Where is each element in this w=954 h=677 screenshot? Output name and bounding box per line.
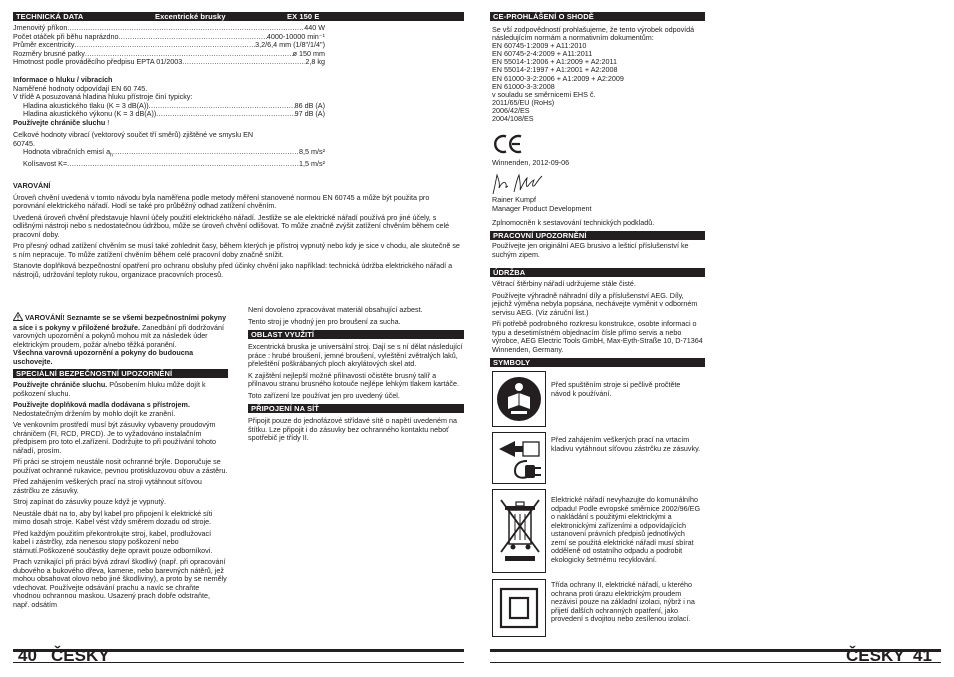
usage-note: Není dovoleno zpracovávat materiál obsahující azbest. [248, 305, 423, 314]
spec-row: Rozměry brusné patky ..... ø 150 mm [13, 50, 325, 59]
unplug-icon [495, 437, 545, 486]
mains-paragraph: Připojit pouze do jednofázové střídavé sítě o napětí uvedeném na štítku. Lze připojit i do zásuvky bez ochranného kontaktu neboť spotřebič je třídy II. [248, 416, 457, 442]
spec-list [13, 24, 325, 67]
safety-header: SPECIÁLNÍ BEZPEČNOSTNÍ UPOZORNĚNÍ [13, 369, 228, 378]
signer-block [492, 196, 704, 228]
safety-paragraph: Před každým použitím překontrolujte stroj, kabel, prodlužovací kabel i zástrčky, zda nenesou stopy poškození nebo stárnutí.Poškozené součástky dejte opravit pouze odborníkovi. [13, 528, 213, 555]
accessories-header: PRACOVNÍ UPOZORNĚNÍ [490, 231, 705, 240]
safety-paragraph: Ve venkovním prostředí musí být zásuvky vybaveny proudovým chráničem (FI, RCD, PRCD). Je to vyžadováno instalačním předpisem pro toto el.zařízení. Dodržujte to při používání tohoto nářadí, prosím. [13, 420, 216, 455]
read-manual-icon [496, 375, 542, 428]
noise-row: Hladina akustického tlaku (K = 3 dB(A)) ..... 86 dB (A) [13, 102, 325, 111]
authorized-note: Zplnomocněn k sestavování technických podkladů. [492, 218, 655, 227]
noise-intro: Naměřené hodnoty odpovídají EN 60 745. [13, 83, 148, 93]
warning-paragraph: Úroveň chvění uvedená v tomto návodu byla naměřena podle metody měření stanovené normou EN 60745 a může být použita pro porovnání elektrického nářadí. Hodí se také pro průběžný odhad zatížení chvěním. [13, 192, 430, 210]
safety-paragraph: Používejte chrániče sluchu. Působením hluku může dojít k poškození sluchu. [13, 380, 206, 398]
maintenance-header: ÚDRŽBA [490, 268, 705, 277]
symbol-text: Před zahájením veškerých prací na vrtacím kladivu vytáhnout síťovou zástrčku ze zásuvky. [551, 435, 701, 453]
vibration-row: Hodnota vibračních emisí $a_h$ ..... 8,5 m/s² [13, 148, 325, 160]
ce-header: CE-PROHLÁŠENÍ O SHODĚ [490, 12, 705, 21]
left-column-2 [248, 306, 464, 446]
tech-data-model: EX 150 E [287, 12, 320, 21]
vibration-row: Kolísavost K= ..... 1,5 m/s² [13, 160, 325, 169]
safety-paragraph: Stroj zapínat do zásuvky pouze když je vypnutý. [13, 497, 167, 506]
usage-note: Tento stroj je vhodný jen pro broušení za sucha. [248, 316, 401, 326]
ce-mark-icon [493, 134, 523, 159]
attention-block: VAROVÁNÍ! Seznamte se se všemi bezpečnostními pokyny a síce i s pokyny v přiložené brožuře. Zanedbání při dodržování varovných upozornění a pokynů mohou mít za následek úder elektrickým proudem, požár a/nebo těžká poranění. Všechna varovná upozornění a pokyny do budoucna uschovejte. [13, 313, 227, 366]
symbol-box [492, 489, 546, 573]
use-header: OBLAST VYUŽITÍ [248, 330, 464, 339]
left-page-number: 40 [18, 646, 37, 665]
right-page-number: 41 [913, 646, 932, 665]
signer-title: Manager Product Development [492, 203, 592, 213]
warning-title: VAROVÁNÍ [13, 181, 51, 190]
safety-paragraph: Před zahájením veškerých prací na stroji vytáhnout síťovou zástrčku ze zásuvky. [13, 477, 202, 495]
noise-section [13, 76, 325, 168]
right-language: ČESKY [846, 646, 905, 665]
warning-section [13, 182, 461, 282]
symbol-text: Třída ochrany II, elektrické nářadí, u kterého ochrana proti úrazu elektrickým proudem nezávisí pouze na základní izolaci, nýbrž i na přijetí dalších ochranných opatření, jako provedení s dvojitou nebo zesílenou izolací. [551, 580, 695, 623]
use-paragraph: Toto zařízení lze používat jen pro uvedený účel. [248, 390, 400, 400]
spec-row: Počet otáček při běhu naprázdno ..... 4000-10000 min⁻¹ [13, 33, 325, 42]
warning-paragraph: Pro přesný odhad zatížení chvěním se musí také zohlednit časy, během kterých je přístroj vypnutý nebo kdy je sice v chodu, ale skutečně se s ním nepracuje. To může zatížení chvěním během celé pracovní doby značně snížit. [13, 241, 460, 259]
safety-paragraph: Prach vznikající při práci bývá zdraví škodlivý (např. při opracování dubového a bukového dřeva, kamene, nebo barevných nátěrů, jež mohou obsahovat olovo nebo jiné škodliviny), a proto by se neměly vdechovat. Používejte odsávání prachu a navíc se chraňte vhodnou ochrannou maskou. Usazený prach dobře odstraňte, např. odsátím [13, 557, 227, 609]
signer-name: Rainer Kumpf [492, 195, 536, 204]
symbol-text: Elektrické nářadí nevyhazujte do komunálního odpadu! Podle evropské směrnice 2002/96/EG o nakládání s použitými elektrickými a elektronickými zařízeními a odpovídajících ustanovení právních předpisů jednotlivých zemí se použitá elektrické nářadí musí sbírat odděleně od ostatního odpadu a podrobit ekologicky šetrnému recyklování. [551, 495, 701, 564]
vibration-intro: Celkové hodnoty vibrací (vektorový součet tří směrů) zjištěné ve smyslu EN 60745. [13, 130, 254, 148]
warning-paragraph: Stanovte doplňková bezpečnostní opatření pro ochranu obsluhy před účinky chvění jako například: technická údržba elektrického nářadí a nástrojů, udržování teploty rukou, organizace pracovních procesů. [13, 261, 453, 279]
noise-title: Informace o hluku / vibracích [13, 75, 113, 84]
noise-intro-2: V třídě A posuzovaná hladina hluku přístroje činí typicky: [13, 92, 193, 101]
symbol-box [492, 579, 546, 637]
safety-paragraph: Při práci se strojem neustále nosit ochranné brýle. Doporučuje se používat ochranné rukavice, pevnou protiskluzovou obuv a zástěru. [13, 457, 228, 475]
maintenance-section: Větrací štěrbiny nářadí udržujeme stále čisté. Používejte výhradně náhradní díly a příslušenství AEG. Díly, jejichž výměna nebyla popsána, nechávejte vyměnit v odborném servisu AEG. (Viz záruční list.) Při potřebě podrobného rozkresu konstrukce, osobte informaci o typu a desetimístném objednacím čísle přímo servis a nebo výrobce, AEG Electric Tools GmbH, Max-Eyth-Straße 10, D-71364 Winnenden, Germany. [492, 279, 703, 354]
use-paragraph: Excentrická bruska je universální stroj. Dají se s ní dělat následující práce : hrubé broušení, jemné broušení, vyleštění zvětralých laků, přeleštění poškrábaných ploch akrylátových skel atd. [248, 342, 463, 368]
safety-paragraph: Používejte doplňková madla dodávana s přístrojem. Nedostatečným držením by mohlo dojít ke zranění. [13, 400, 190, 418]
warning-paragraph: Uvedená úroveň chvění představuje hlavní účely použití elektrického nářadí. Jestliže se ale elektrické nářadí používá pro jiné účely, s odlišnými nástroji nebo s nedostatečnou údržbou, může se úroveň chvění odlišovat. To může značně zvýšit zatížení chvěním během celé pracovní doby. [13, 212, 450, 239]
ce-declaration: Se vší zodpovědností prohlašujeme, že tento výrobek odpovídá následujícím normám a normativním dokumentům: EN 60745-1:2009 + A11:2010 EN 60745-2-4:2009 + A11:2011 EN 55014-1:2006 + A1:2009 + A2:2011 EN 55014-2:1997 + A1:2001 + A2:2008 EN 61000-3-2:2006 + A1:2009 + A2:2009 EN 61000-3-3:2008 v souladu se směrnicemi EHS č. 2011/65/EU (RoHs) 2006/42/ES 2004/108/ES [492, 25, 695, 124]
left-column-1 [13, 312, 228, 612]
class-ii-icon [499, 587, 539, 634]
ear-protection-note: Používejte chrániče sluchu ! [13, 117, 110, 127]
spec-row: Hmotnost podle prováděcího předpisu EPTA 01/2003 ..... 2,8 kg [13, 58, 325, 67]
tech-data-header [13, 12, 464, 21]
symbol-box [492, 371, 546, 427]
mains-header: PŘIPOJENÍ NA SÍŤ [248, 404, 464, 413]
spec-row: Jmenovitý příkon ..... 440 W [13, 24, 325, 33]
tech-data-product: Excentrické brusky [155, 12, 226, 21]
weee-bin-icon [499, 498, 541, 569]
symbol-text: Před spuštěním stroje si pečlivě pročtěte návod k používání. [551, 380, 681, 398]
tech-data-title: TECHNICKÁ DATA [16, 12, 84, 21]
spec-row: Průměr excentricity ..... 3,2/6,4 mm (1/8"/1/4") [13, 41, 325, 50]
symbol-box [492, 432, 546, 484]
symbols-header: SYMBOLY [490, 358, 705, 367]
noise-row: Hladina akustického výkonu (K = 3 dB(A)) ..... 97 dB (A) [13, 110, 325, 119]
place-date: Winnenden, 2012-09-06 [492, 158, 570, 167]
use-paragraph: K zajištění nejlepší možné přilnavosti očistěte brusný talíř a přilnavou stranu brusného kotouče nejlépe lehkým tlakem kartáče. [248, 370, 459, 388]
accessories-text: Používejte jen originální AEG brusivo a lešticí příslušenství ke suchým zipem. [492, 241, 689, 259]
safety-paragraph: Neustále dbát na to, aby byl kabel pro připojení k elektrické síti mimo dosah stroje. Kabel vést vždy směrem dozadu od stroje. [13, 508, 213, 526]
left-language: ČESKY [51, 646, 110, 665]
